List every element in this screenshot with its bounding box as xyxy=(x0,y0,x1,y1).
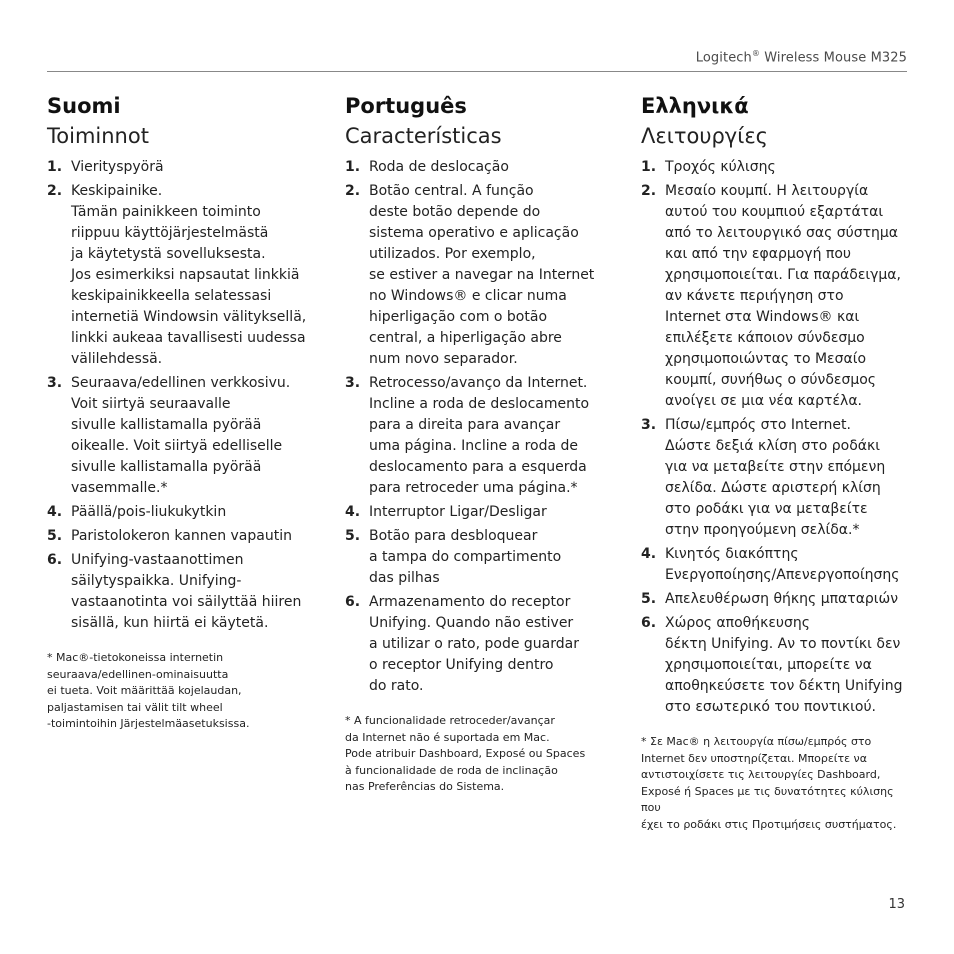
list-item xyxy=(641,544,909,586)
item-text: Πίσω/εμπρός στο Internet. Δώστε δεξιά κλίση στο ροδάκι για να μεταβείτε στην επόμενη σελίδα. Δώστε αριστερή κλίση στο ροδάκι για να μεταβείτε στην προηγούμενη σελίδα.* xyxy=(665,417,886,538)
item-text: Unifying-vastaanottimen säilytyspaikka. Unifying- vastaanotinta voi säilyttää hiiren sisällä, kun hiirtä ei käytetä. xyxy=(71,552,302,631)
item-text: Interruptor Ligar/Desligar xyxy=(369,504,547,520)
language-heading: Ελληνικά xyxy=(641,94,749,118)
item-number: 3. xyxy=(47,375,63,391)
feature-list xyxy=(345,157,613,697)
list-item xyxy=(47,550,315,634)
section-subtitle: Λειτουργίες xyxy=(641,124,769,148)
item-number: 5. xyxy=(641,591,657,607)
list-item xyxy=(47,157,315,178)
brand-name: Logitech xyxy=(695,50,752,66)
section-subtitle: Características xyxy=(345,124,502,148)
item-text: Μεσαίο κουμπί. Η λειτουργία αυτού του κουμπιού εξαρτάται από το λειτουργικό σας σύστημα και από την εφαρμογή που χρησιμοποιείται. Για παράδειγμα, αν κάνετε περιήγηση στο Internet στα Windows® και επιλέξετε κάποιον σύνδεσμο χρησιμοποιώντας το Μεσαίο κουμπί, συνήθως ο σύνδεσμος ανοίγει σε μια νέα καρτέλα. xyxy=(665,183,901,409)
product-name: Wireless Mouse M325 xyxy=(760,50,907,66)
list-item xyxy=(641,589,909,610)
list-item xyxy=(345,592,613,697)
item-number: 1. xyxy=(345,159,361,175)
item-text: Botão central. A função deste botão depende do sistema operativo e aplicação utilizados. Por exemplo, se estiver a navegar na Internet no Windows® e clicar numa hiperligação com o botão central, a hiperligação abre num novo separador. xyxy=(369,183,595,367)
item-number: 2. xyxy=(47,183,63,199)
item-text: Vierityspyörä xyxy=(71,159,164,175)
item-text: Απελευθέρωση θήκης μπαταριών xyxy=(665,591,899,607)
item-text: Τροχός κύλισης xyxy=(665,159,776,175)
column-greek xyxy=(641,91,909,833)
list-item xyxy=(47,502,315,523)
item-number: 1. xyxy=(47,159,63,175)
page-number: 13 xyxy=(888,897,905,912)
item-number: 5. xyxy=(345,528,361,544)
item-text: Retrocesso/avanço da Internet. Incline a roda de deslocamento para a direita para avançar uma página. Incline a roda de deslocamento para a esquerda para retroceder uma página.* xyxy=(369,375,590,496)
item-text: Roda de deslocação xyxy=(369,159,509,175)
header-rule xyxy=(47,71,907,72)
feature-list xyxy=(641,157,909,718)
list-item xyxy=(345,526,613,589)
registered-mark: ® xyxy=(751,49,760,58)
list-item xyxy=(641,157,909,178)
running-header xyxy=(696,49,907,65)
item-number: 4. xyxy=(641,546,657,562)
item-number: 2. xyxy=(641,183,657,199)
item-number: 2. xyxy=(345,183,361,199)
feature-list xyxy=(47,157,315,634)
item-number: 3. xyxy=(641,417,657,433)
footnote: * A funcionalidade retroceder/avançar da Internet não é suportada em Mac. Pode atribuir Dashboard, Exposé ou Spaces à funcionalidade de roda de inclinação nas Preferências do Sistema. xyxy=(345,714,586,793)
language-heading: Português xyxy=(345,94,467,118)
list-item xyxy=(47,526,315,547)
section-subtitle: Toiminnot xyxy=(47,124,149,148)
item-number: 6. xyxy=(641,615,657,631)
list-item xyxy=(345,373,613,499)
list-item xyxy=(47,181,315,370)
item-number: 6. xyxy=(345,594,361,610)
column-portuguese xyxy=(345,91,613,796)
item-text: Armazenamento do receptor Unifying. Quando não estiver a utilizar o rato, pode guardar o receptor Unifying dentro do rato. xyxy=(369,594,579,694)
item-text: Seuraava/edellinen verkkosivu. Voit siirtyä seuraavalle sivulle kallistamalla pyörää oikealle. Voit siirtyä edelliselle sivulle kallistamalla pyörää vasemmalle.* xyxy=(71,375,291,496)
column-finnish xyxy=(47,91,315,733)
item-text: Χώρος αποθήκευσης δέκτη Unifying. Αν το ποντίκι δεν χρησιμοποιείται, μπορείτε να αποθηκεύσετε τον δέκτη Unifying στο εσωτερικό του ποντικιού. xyxy=(665,615,903,715)
item-number: 6. xyxy=(47,552,63,568)
language-heading: Suomi xyxy=(47,94,121,118)
item-text: Paristolokeron kannen vapautin xyxy=(71,528,292,544)
footnote: * Mac®-tietokoneissa internetin seuraava/edellinen-ominaisuutta ei tueta. Voit määrittää kojelaudan, paljastamisen tai välit tilt wheel -toimintoihin Järjestelmäasetuksissa. xyxy=(47,651,250,730)
list-item xyxy=(345,157,613,178)
item-text: Keskipainike. Tämän painikkeen toiminto riippuu käyttöjärjestelmästä ja käytetystä sovelluksesta. Jos esimerkiksi napsautat linkkiä keskipainikkeella selatessasi internetiä Windowsin välityksellä, linkki aukeaa tavallisesti uudessa välilehdessä. xyxy=(71,183,307,367)
item-number: 1. xyxy=(641,159,657,175)
item-text: Päällä/pois-liukukytkin xyxy=(71,504,227,520)
list-item xyxy=(345,181,613,370)
list-item xyxy=(345,502,613,523)
item-number: 4. xyxy=(47,504,63,520)
item-number: 3. xyxy=(345,375,361,391)
item-number: 5. xyxy=(47,528,63,544)
list-item xyxy=(641,613,909,718)
item-text: Κινητός διακόπτης Ενεργοποίησης/Απενεργοποίησης xyxy=(665,546,900,583)
list-item xyxy=(641,181,909,412)
footnote: * Σε Mac® η λειτουργία πίσω/εμπρός στο Internet δεν υποστηρίζεται. Μπορείτε να αντιστοιχίσετε τις λειτουργίες Dashboard, Exposé ή Spaces με τις δυνατότητες κύλισης που έχει το ροδάκι στις Προτιμήσεις συστήματος. xyxy=(641,735,897,831)
item-text: Botão para desbloquear a tampa do compartimento das pilhas xyxy=(369,528,562,586)
list-item xyxy=(47,373,315,499)
list-item xyxy=(641,415,909,541)
item-number: 4. xyxy=(345,504,361,520)
